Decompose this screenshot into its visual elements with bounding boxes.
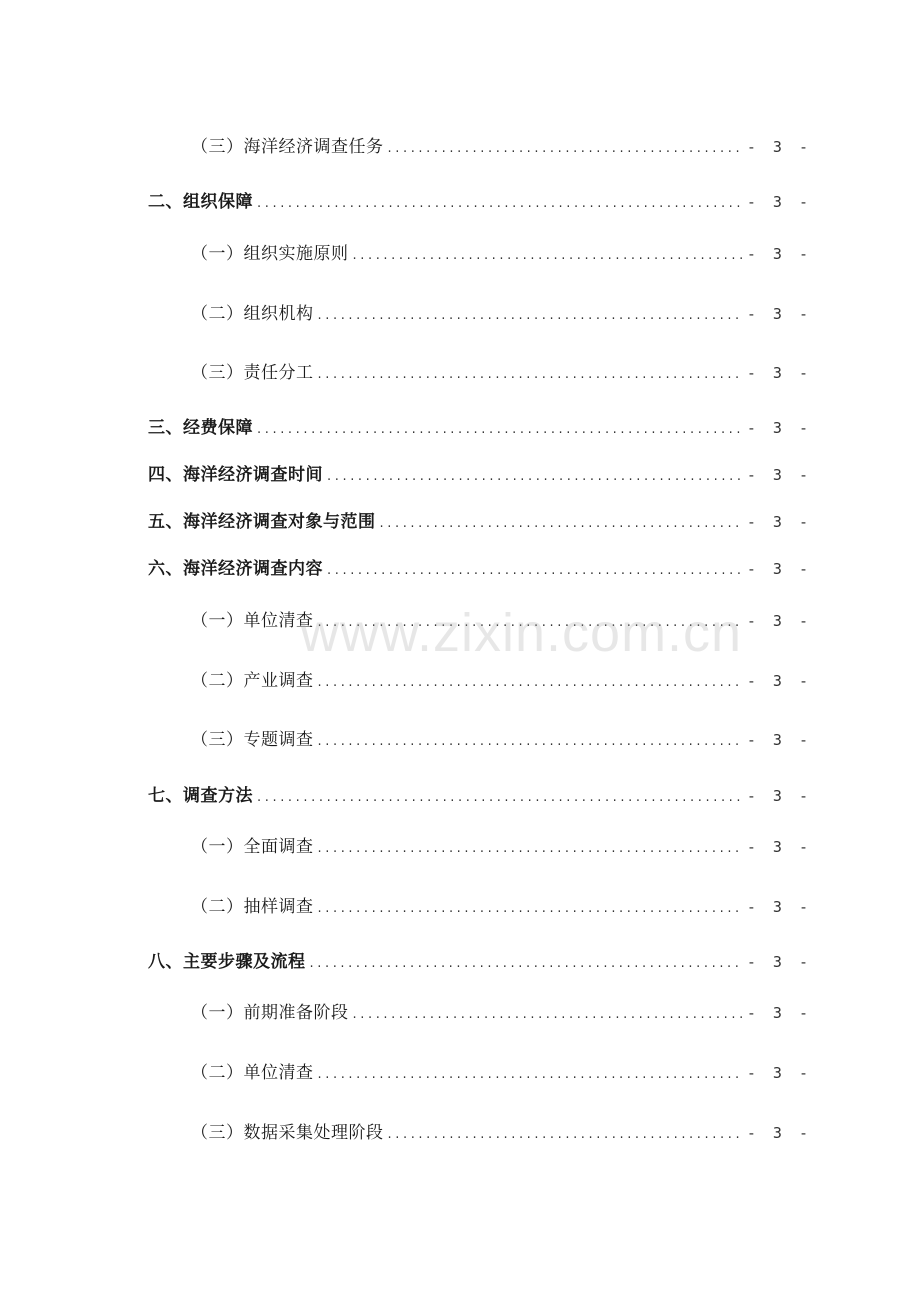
toc-entry[interactable] xyxy=(191,1121,812,1145)
toc-entry-title: 八、主要步骤及流程 xyxy=(148,952,306,972)
toc-dot-leader xyxy=(318,837,743,861)
toc-page-number: - 3 - xyxy=(746,672,812,690)
toc-entry[interactable] xyxy=(148,950,812,974)
toc-page-number: - 3 - xyxy=(746,466,812,484)
toc-entry-title: （三）专题调查 xyxy=(191,730,314,750)
toc-entry[interactable] xyxy=(148,784,812,808)
toc-page-number: - 3 - xyxy=(746,138,812,156)
toc-dot-leader xyxy=(318,730,743,754)
toc-dot-leader xyxy=(353,1003,743,1027)
toc-dot-leader xyxy=(318,897,743,921)
toc-entry[interactable] xyxy=(191,1001,812,1025)
toc-page-number: - 3 - xyxy=(746,245,812,263)
toc-entry[interactable] xyxy=(148,557,812,581)
toc-dot-leader xyxy=(318,611,743,635)
toc-entry[interactable] xyxy=(191,1061,812,1085)
toc-dot-leader xyxy=(388,1123,743,1147)
toc-dot-leader xyxy=(327,559,743,583)
toc-entry-title: （二）产业调查 xyxy=(191,671,314,691)
toc-dot-leader xyxy=(257,786,743,810)
toc-dot-leader xyxy=(318,304,743,328)
toc-entry[interactable] xyxy=(191,135,812,159)
toc-entry[interactable] xyxy=(148,416,812,440)
toc-entry-title: （二）单位清查 xyxy=(191,1063,314,1083)
toc-page-number: - 3 - xyxy=(746,953,812,971)
toc-entry[interactable] xyxy=(191,728,812,752)
toc-entry-title: 三、经费保障 xyxy=(148,418,253,438)
toc-dot-leader xyxy=(380,512,743,536)
toc-dot-leader xyxy=(318,1063,743,1087)
toc-page-number: - 3 - xyxy=(746,898,812,916)
toc-entry[interactable] xyxy=(191,669,812,693)
toc-entry-title: （一）前期准备阶段 xyxy=(191,1003,349,1023)
toc-page-number: - 3 - xyxy=(746,612,812,630)
toc-page-number: - 3 - xyxy=(746,305,812,323)
toc-page-number: - 3 - xyxy=(746,513,812,531)
toc-entry-title: 二、组织保障 xyxy=(148,192,253,212)
toc-entry-title: （三）海洋经济调查任务 xyxy=(191,137,384,157)
toc-page-number: - 3 - xyxy=(746,419,812,437)
toc-entry-title: （三）责任分工 xyxy=(191,363,314,383)
toc-entry[interactable] xyxy=(148,463,812,487)
toc-entry[interactable] xyxy=(148,510,812,534)
watermark: www.zixin.com.cn xyxy=(300,603,743,663)
toc-page-number: - 3 - xyxy=(746,1124,812,1142)
toc-dot-leader xyxy=(310,952,743,976)
toc-entry[interactable] xyxy=(191,302,812,326)
toc-dot-leader xyxy=(318,671,743,695)
toc-page-number: - 3 - xyxy=(746,838,812,856)
toc-entry-title: （一）组织实施原则 xyxy=(191,244,349,264)
toc-entry[interactable] xyxy=(191,242,812,266)
toc-entry-title: （二）组织机构 xyxy=(191,304,314,324)
toc-entry-title: 五、海洋经济调查对象与范围 xyxy=(148,512,376,532)
toc-page-number: - 3 - xyxy=(746,1004,812,1022)
toc-entry-title: （二）抽样调查 xyxy=(191,897,314,917)
toc-entry-title: 六、海洋经济调查内容 xyxy=(148,559,323,579)
toc-entry[interactable] xyxy=(191,361,812,385)
toc-page-number: - 3 - xyxy=(746,193,812,211)
toc-entry-title: （一）全面调查 xyxy=(191,837,314,857)
toc-dot-leader xyxy=(257,192,743,216)
toc-dot-leader xyxy=(318,363,743,387)
toc-dot-leader xyxy=(257,418,743,442)
toc-page-number: - 3 - xyxy=(746,364,812,382)
toc-page-number: - 3 - xyxy=(746,560,812,578)
toc-page-number: - 3 - xyxy=(746,1064,812,1082)
toc-entry[interactable] xyxy=(148,190,812,214)
toc-entry[interactable] xyxy=(191,835,812,859)
toc-dot-leader xyxy=(327,465,743,489)
toc-entry[interactable] xyxy=(191,895,812,919)
toc-page-number: - 3 - xyxy=(746,787,812,805)
toc-dot-leader xyxy=(353,244,743,268)
toc-dot-leader xyxy=(388,137,743,161)
toc-page-number: - 3 - xyxy=(746,731,812,749)
toc-entry-title: 七、调查方法 xyxy=(148,786,253,806)
toc-entry-title: 四、海洋经济调查时间 xyxy=(148,465,323,485)
toc-entry-title: （一）单位清查 xyxy=(191,611,314,631)
toc-entry-title: （三）数据采集处理阶段 xyxy=(191,1123,384,1143)
toc-entry[interactable] xyxy=(191,609,812,633)
